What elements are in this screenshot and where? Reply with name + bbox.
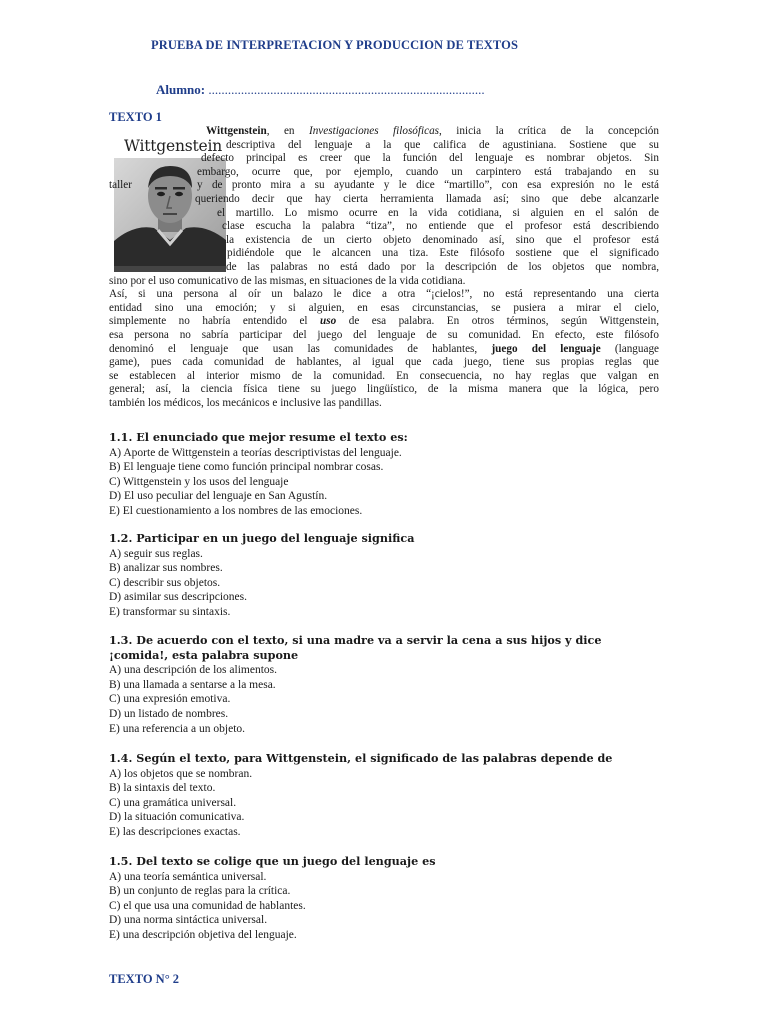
option-d: D) la situación comunicativa. — [109, 811, 245, 824]
option-a: A) los objetos que se nombran. — [109, 767, 253, 780]
p1-line-3: defecto principal es creer que la función del lenguaje es nombrar objetos. Sin — [201, 152, 659, 165]
student-name-line — [156, 82, 485, 98]
p2-line-1: Así, si una persona al oír un balazo le dice a otra “¡cielos!”, no está representando una cierta — [109, 288, 659, 301]
option-d: D) un listado de nombres. — [109, 707, 229, 720]
p1-line-9: la existencia de un cierto objeto denominado así, sino que el profesor está — [226, 233, 659, 246]
p2-line-6: game), pues cada comunidad de hablantes, al igual que cada juego, tiene sus propias reglas que — [109, 356, 659, 369]
p1-line-5: taller y de pronto mira a su ayudante y le dice “martillo”, con esa expresión no le está — [109, 179, 659, 192]
p1-line-1: Wittgenstein, en Investigaciones filosóficas, inicia la crítica de la concepción — [206, 125, 659, 137]
option-b: B) una llamada a sentarse a la mesa. — [109, 678, 276, 691]
p2-line-3: simplemente no habría entendido el uso de esa palabra. En otros términos, según Wittgenstein, — [109, 315, 659, 328]
student-name-label: Alumno: — [156, 82, 206, 97]
option-b: B) El lenguaje tiene como función principal nombrar cosas. — [109, 461, 384, 474]
question-1-4 — [109, 751, 669, 840]
p2-line-5: denominó el lenguaje que usan las comunidades de hablantes, juego del lenguaje (language — [109, 342, 660, 355]
option-e: E) transformar su sintaxis. — [109, 605, 231, 618]
question-stem: 1.3. De acuerdo con el texto, si una madre va a servir la cena a sus hijos y dice — [109, 633, 602, 647]
p2-line-9: también los médicos, los mecánicos e inclusive las pandillas. — [109, 396, 382, 409]
question-stem: 1.5. Del texto se colige que un juego del lenguaje es — [109, 854, 436, 868]
p1-line-8: clase escucha la palabra “tiza”, no entiende que el profesor está describiendo — [222, 220, 659, 233]
question-1-1 — [109, 430, 669, 519]
p1-line-11: de las palabras no está dado por la descripción de los objetos que nombra, — [226, 260, 659, 273]
student-name-blank: ..................................................................................... — [208, 82, 485, 97]
option-d: D) El uso peculiar del lenguaje en San Agustín. — [109, 490, 328, 503]
p1-line-2: descriptiva del lenguaje a la que califica de agustiniana. Sostiene que su — [226, 138, 659, 151]
question-stem: 1.2. Participar en un juego del lenguaje significa — [109, 531, 415, 545]
p1-line-12: sino por el uso comunicativo de las mismas, en situaciones de la vida cotidiana. — [109, 274, 466, 287]
question-1-3 — [109, 633, 669, 736]
portrait-caption: Wittgenstein — [124, 137, 223, 155]
question-1-2 — [109, 531, 669, 620]
option-c: C) el que usa una comunidad de hablantes. — [109, 899, 306, 912]
texto2-heading: TEXTO N° 2 — [109, 972, 180, 986]
p1-line-10: pidiéndole que le alcancen una tiza. Este filósofo sostiene que el significado — [227, 247, 659, 260]
option-d: D) asimilar sus descripciones. — [109, 591, 247, 604]
option-b: B) un conjunto de reglas para la crítica. — [109, 885, 291, 898]
p1-line-4: embargo, ocurre que, por ejemplo, cuando un carpintero está trabajando en su — [197, 165, 659, 178]
question-stem: 1.1. El enunciado que mejor resume el texto es: — [109, 430, 408, 444]
texto1-heading: TEXTO 1 — [109, 110, 162, 124]
question-stem-continued: ¡comida!, esta palabra supone — [109, 647, 299, 662]
p2-line-2: entidad sino una emoción; y si alguien, en esas circunstancias, se pusiera a mirar el cielo, — [109, 301, 659, 314]
option-c: C) describir sus objetos. — [109, 576, 221, 589]
option-a: A) una teoría semántica universal. — [109, 870, 267, 883]
option-c: C) una gramática universal. — [109, 796, 237, 809]
option-e: E) una referencia a un objeto. — [109, 722, 246, 735]
p2-line-4: esa persona no sabría participar del juego del lenguaje de su comunidad. En efecto, este filósofo — [109, 328, 659, 341]
option-a: A) Aporte de Wittgenstein a teorías descriptivistas del lenguaje. — [109, 446, 402, 459]
option-e: E) una descripción objetiva del lenguaje. — [109, 928, 297, 941]
option-a: A) una descripción de los alimentos. — [109, 664, 277, 677]
option-b: B) analizar sus nombres. — [109, 562, 223, 575]
document-title: PRUEBA DE INTERPRETACION Y PRODUCCION DE TEXTOS — [151, 38, 519, 52]
p1-line-6: queriendo decir que hay cierta herramienta llamada así; sino que debe alcanzarle — [195, 192, 659, 205]
p1-line-7: el martillo. Lo mismo ocurre en la vida cotidiana, si alguien en el salón de — [217, 206, 659, 219]
option-e: E) las descripciones exactas. — [109, 825, 241, 838]
question-stem: 1.4. Según el texto, para Wittgenstein, el significado de las palabras depende de — [109, 751, 613, 765]
option-d: D) una norma sintáctica universal. — [109, 914, 268, 927]
portrait-side-word: taller — [109, 179, 132, 192]
p2-line-8: general; así, la ciencia física tiene su juego lingüístico, de la misma manera que la lógica, pero — [109, 383, 659, 396]
option-e: E) El cuestionamiento a los nombres de las emociones. — [109, 504, 363, 517]
texto1-paragraph-1 — [109, 125, 659, 410]
option-c: C) una expresión emotiva. — [109, 693, 231, 706]
option-c: C) Wittgenstein y los usos del lenguaje — [109, 475, 289, 488]
option-a: A) seguir sus reglas. — [109, 547, 203, 560]
option-b: B) la sintaxis del texto. — [109, 782, 216, 795]
question-1-5 — [109, 854, 669, 943]
p2-line-7: se establecen al interior mismo de la comunidad. En consecuencia, no hay reglas que valgan en — [109, 369, 659, 382]
